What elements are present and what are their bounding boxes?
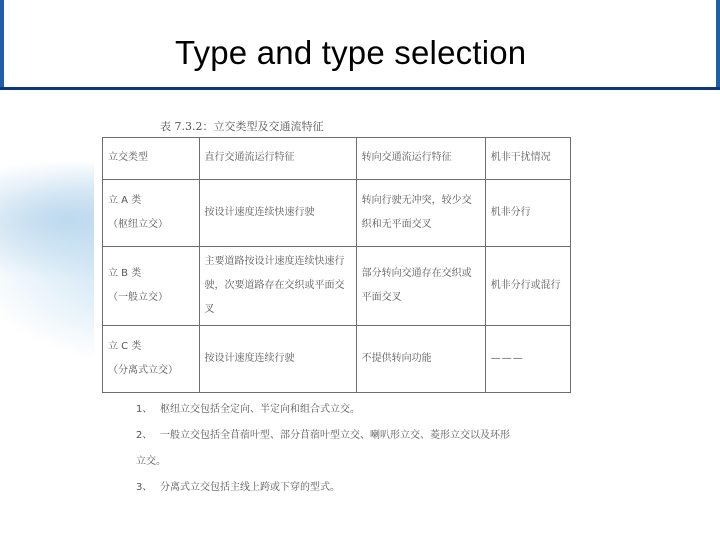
- cell-mixed: 机非分行: [485, 179, 570, 246]
- table-row: [103, 179, 571, 246]
- type-note: （分离式立交）: [108, 364, 178, 376]
- note-item: [136, 452, 166, 467]
- title-bar: [0, 0, 720, 90]
- table-row: [103, 325, 571, 392]
- table-row: [103, 246, 571, 325]
- note-text: 枢纽立交包括全定向、半定向和组合式立交。: [160, 404, 360, 415]
- note-number: 3、: [136, 482, 153, 493]
- cell-turning: 不提供转向功能: [356, 325, 485, 392]
- cell-type: [103, 179, 200, 246]
- cell-type: [103, 246, 200, 325]
- note-text: 一般立交包括全苜蓿叶型、部分苜蓿叶型立交、喇叭形立交、菱形立交以及环形: [160, 430, 510, 441]
- note-number: 2、: [136, 430, 153, 441]
- note-text: 立交。: [136, 456, 166, 467]
- slide-title: Type and type selection: [175, 34, 527, 71]
- cell-type: [103, 325, 200, 392]
- header-mixed-traffic: 机非干扰情况: [485, 138, 570, 180]
- note-text: 分离式立交包括主线上跨或下穿的型式。: [160, 482, 340, 493]
- cell-straight: 主要道路按设计速度连续快速行驶，次要道路存在交织或平面交叉: [199, 246, 356, 325]
- title-bar-left-edge: [0, 0, 4, 90]
- header-straight-traffic: 直行交通流运行特征: [199, 138, 356, 180]
- table-caption: 表 7.3.2：立交类型及交通流特征: [160, 120, 324, 133]
- cell-mixed: 机非分行或混行: [485, 246, 570, 325]
- note-item: [136, 400, 360, 415]
- cell-mixed: ———: [485, 325, 570, 392]
- note-item: [136, 478, 340, 493]
- note-number: 1、: [136, 404, 153, 415]
- header-interchange-type: 立交类型: [103, 138, 200, 180]
- interchange-type-table: [102, 137, 571, 393]
- cell-turning: 部分转向交通存在交织或平面交叉: [356, 246, 485, 325]
- cell-turning: 转向行驶无冲突，较少交织和无平面交叉: [356, 179, 485, 246]
- type-name: 立 C 类: [108, 340, 142, 352]
- title-bar-right-edge: [716, 0, 720, 90]
- cell-straight: 按设计速度连续行驶: [199, 325, 356, 392]
- table-header-row: [103, 138, 571, 180]
- type-name: 立 B 类: [108, 267, 142, 279]
- title-bar-divider: [0, 87, 720, 90]
- type-note: （一般立交）: [108, 291, 168, 303]
- type-name: 立 A 类: [108, 194, 142, 206]
- note-item: [136, 426, 510, 441]
- type-note: （枢纽立交）: [108, 218, 168, 230]
- header-turning-traffic: 转向交通流运行特征: [356, 138, 485, 180]
- cell-straight: 按设计速度连续快速行驶: [199, 179, 356, 246]
